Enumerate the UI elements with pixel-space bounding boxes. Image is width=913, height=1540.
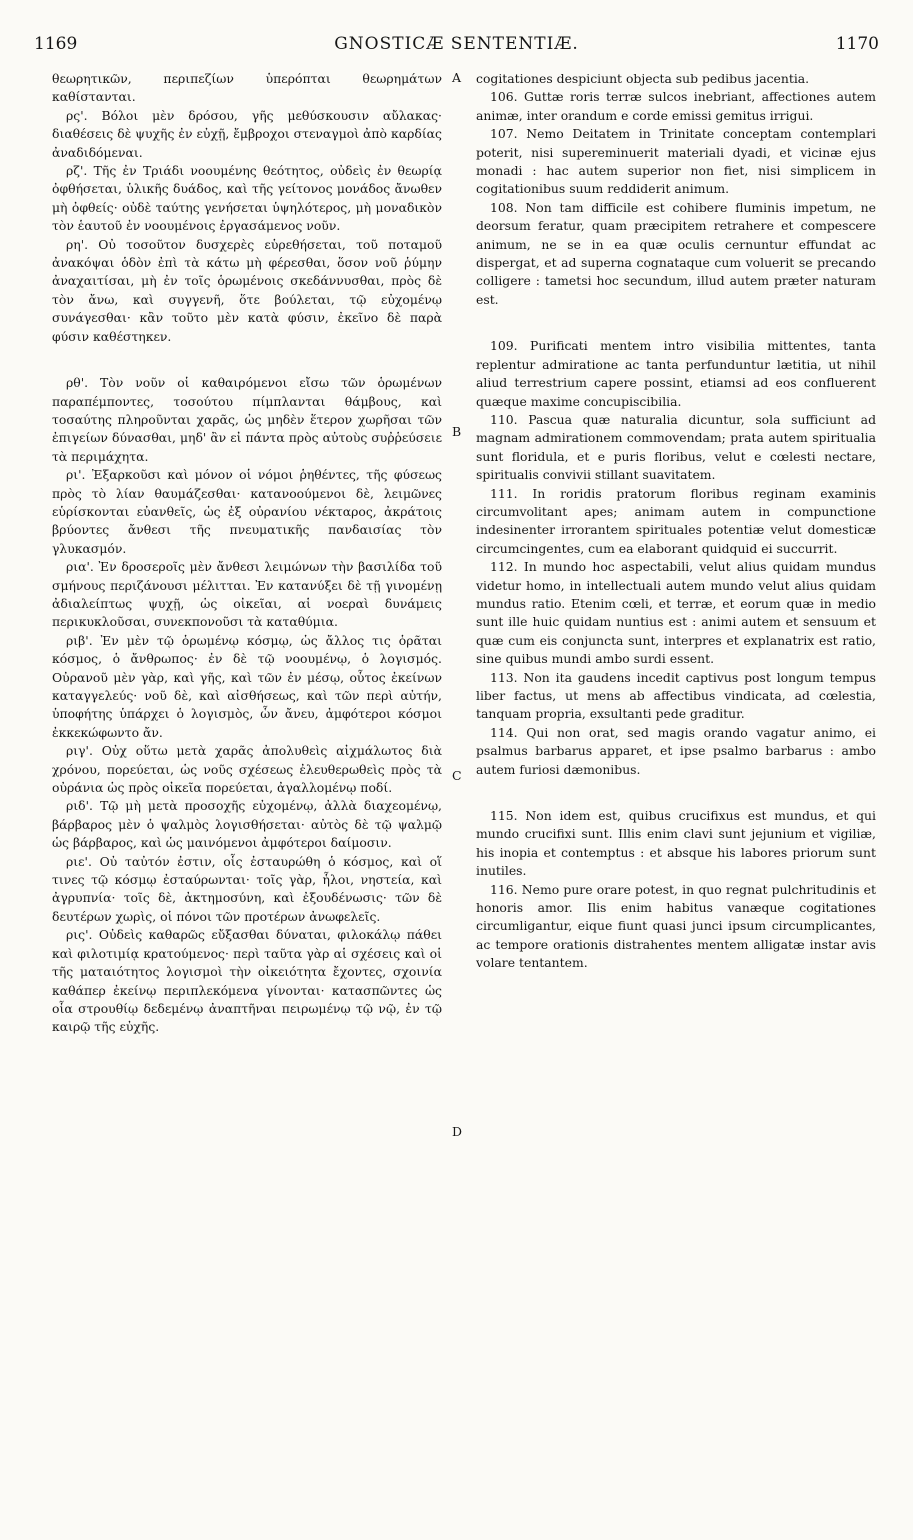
latin-paragraph: 106. Guttæ roris terræ sulcos inebriant, affectiones autem animæ, inter orandum e corde emissi gemitus irrigui.: [476, 89, 876, 123]
section-marker-a: A: [452, 70, 462, 85]
latin-column: [476, 70, 876, 973]
greek-paragraph: ριγ'. Οὐχ οὕτω μετὰ χαρᾶς ἀπολυθεὶς αἰχμάλωτος διὰ χρόνου, πορεύεται, ὡς νοῦς σχέσεως ἐλευθερωθεὶς πρὸς τὰ οὐράνια ὡς πρὸς οἰκεῖα πορεύεται, ἀγαλλομένῳ ποδί.: [52, 743, 442, 796]
page-number-right: 1170: [835, 34, 879, 54]
page-number-left: 1169: [34, 34, 78, 54]
latin-paragraph: 114. Qui non orat, sed magis orando vagatur animo, ei psalmus barbarus apparet, et ipse psalmo barbarus : ambo autem furiosi dæmonibus.: [476, 724, 876, 777]
greek-paragraph: ρι'. Ἐξαρκοῦσι καὶ μόνον οἱ νόμοι ῥηθέντες, τῆς φύσεως πρὸς τὸ λίαν θαυμάζεσθαι· κατανοούμενοι δὲ, λειμῶνες εὑρίσκονται εὐανθεῖς, ὡς ἐξ οὐρανίου νέκταρος, ἀκράτοις βρύοντες ἄνθεσι τῆς πνευματικῆς πανδαισίας τὸν γλυκασμόν.: [52, 467, 442, 556]
greek-paragraph: ρις'. Οὐδεὶς καθαρῶς εὔξασθαι δύναται, φιλοκάλῳ πάθει καὶ φιλοτιμίᾳ κρατούμενος· περὶ ταῦτα γὰρ αἱ σχέσεις καὶ οἱ τῆς ματαιότητος λογισμοὶ τὴν οἰκειότητα ἔχοντες, σχοινία καθάπερ ἐκείνῳ περιπλεκόμενα γίνονται· κατασπῶντες ὡς οἷα στρουθίῳ δεδεμένῳ ἀναπτῆναι πειρωμένῳ τῷ νῷ, ἐν τῷ καιρῷ τῆς εὐχῆς.: [52, 927, 442, 1035]
greek-paragraph: ρθ'. Τὸν νοῦν οἱ καθαιρόμενοι εἴσω τῶν ὁρωμένων παραπέμποντες, τοσούτου πίμπλανται θάμβους, καὶ τοσαύτης πληροῦνται χαρᾶς, ὡς μηδὲν ἕτερον χωρῆσαι τῶν ἐπιγείων δύνασθαι, μηδ' ἂν εἰ πάντα πρὸς αὐτοὺς συῤῥεύσειε τὰ περιμάχητα.: [52, 375, 442, 464]
page-header: [34, 34, 879, 60]
latin-paragraph: 108. Non tam difficile est cohibere fluminis impetum, ne deorsum feratur, quam præcipitem retrahere et compescere animum, ne se in ea quæ oculis cernuntur effundat ac dispergat, et ad superna cognataque cum voluerit se precando colligere : tametsi hoc secundum, illud autem præter naturam est.: [476, 199, 876, 307]
greek-paragraph: θεωρητικῶν, περιπεζίων ὑπερόπται θεωρημάτων καθίστανται.: [52, 71, 442, 105]
latin-paragraph: 116. Nemo pure orare potest, in quo regnat pulchritudinis et honoris amor. Ilis enim habitus vanæque cogitationes circumligantur, eique fiunt quasi junci ipsum circumplicantes, ac tempore orationis distrahentes mentem alligatæ instar avis volare tentantem.: [476, 881, 876, 971]
greek-paragraph: ρη'. Οὐ τοσοῦτον δυσχερὲς εὑρεθήσεται, τοῦ ποταμοῦ ἀνακόψαι ὁδὸν ἐπὶ τὰ κάτω μὴ φέρεσθαι, ὅσον νοῦ ῥύμην ἀναχαιτίσαι, μὴ ἐν τοῖς ὁρωμένοις σκεδάννυσθαι, πρὸς δὲ τὸν ἄνω, καὶ συγγενῆ, ὅτε βούλεται, τῷ εὐχομένῳ συνάγεσθαι· κἂν τοῦτο μὲν κατὰ φύσιν, ἐκεῖνο δὲ παρὰ φύσιν καθέστηκεν.: [52, 236, 442, 344]
latin-paragraph: 110. Pascua quæ naturalia dicuntur, sola sufficiunt ad magnam admirationem commovendam; prata autem spiritualia sunt floridula, et e puris floribus, velut e cœlesti nectare, spiritualis convivii stillant suavitatem.: [476, 411, 876, 483]
latin-paragraph: 111. In roridis pratorum floribus reginam examinis circumvolitant apes; animam autem in compunctione indesinenter irrorantem spirituales potentiæ velut domesticæ circumcingentes, cum ea elaborant quidquid ei succurrit.: [476, 485, 876, 556]
running-title: GNOSTICÆ SENTENTIÆ.: [334, 34, 579, 54]
greek-paragraph: ρζ'. Τῆς ἐν Τριάδι νοουμένης θεότητος, οὐδεὶς ἐν θεωρίᾳ ὀφθήσεται, ὑλικῆς δυάδος, καὶ τῆς γείτονος μονάδος ἄνωθεν μὴ ὀφθείς· οὐδὲ ταύτης γενήσεται ὑψηλότερος, μὴ μοναδικὸν τὸν ἑαυτοῦ ἐν νοουμένοις ἐργασάμενος νοῦν.: [52, 163, 442, 234]
greek-paragraph: ρς'. Βόλοι μὲν δρόσου, γῆς μεθύσκουσιν αὔλακας· διαθέσεις δὲ ψυχῆς ἐν εὐχῇ, ἔμβροχοι στεναγμοὶ ἀπὸ καρδίας ἀναδιδόμεναι.: [52, 107, 442, 160]
greek-paragraph: ριβ'. Ἐν μὲν τῷ ὁρωμένῳ κόσμῳ, ὡς ἄλλος τις ὁρᾶται κόσμος, ὁ ἄνθρωπος· ἐν δὲ τῷ νοουμένῳ, ὁ λογισμός. Οὐρανοῦ μὲν γὰρ, καὶ γῆς, καὶ τῶν ἐν μέσῳ, οὗτος ἐκείνων καταγγελεύς· νοῦ δὲ, καὶ αἰσθήσεως, καὶ τῶν περὶ αὐτήν, ὑποφήτης ὑπάρχει ὁ λογισμὸς, ὧν ἄνευ, ἀμφότεροι κόσμοι ἐκκεκώφωντο ἄν.: [52, 632, 442, 740]
latin-paragraph: 115. Non idem est, quibus crucifixus est mundus, et qui mundo crucifixi sunt. Illis enim clavi sunt jejunium et vigiliæ, his inopia et contemptus : et absque his labores priorum sunt inutiles.: [476, 808, 876, 879]
greek-paragraph: ριε'. Οὐ ταὐτόν ἐστιν, οἷς ἐσταυρώθη ὁ κόσμος, καὶ οἵ τινες τῷ κόσμῳ ἐσταύρωνται· τοῖς γὰρ, ἧλοι, νηστεία, καὶ ἀγρυπνία· τοῖς δὲ, ἀκτημοσύνη, καὶ ἐξουδένωσις· τῶν δὲ δευτέρων χωρὶς, οἱ πόνοι τῶν προτέρων ἀνωφελεῖς.: [52, 853, 442, 924]
latin-paragraph: 107. Nemo Deitatem in Trinitate conceptam contemplari poterit, nisi supereminuerit materiali dyadi, et vicinæ ejus monadi : hac autem superior non fiet, nisi simplicem in cogitationibus suum reddiderit animum.: [476, 126, 876, 197]
latin-paragraph: cogitationes despiciunt objecta sub pedibus jacentia.: [476, 71, 810, 86]
greek-paragraph: ρια'. Ἐν δροσεροῖς μὲν ἄνθεσι λειμώνων τὴν βασιλίδα τοῦ σμήνους περιζάνουσι μέλιτται. Ἐν κατανύξει δὲ τῇ γινομένῃ ἀδιαλείπτως ψυχῇ, ὡς οἰκεῖαι, αἱ νοεραὶ δυνάμεις περικυκλοῦσαι, συνεκπονοῦσι τὰ καταθύμια.: [52, 559, 442, 630]
latin-paragraph: 113. Non ita gaudens incedit captivus post longum tempus liber factus, ut mens ab affectibus vindicata, ad cœlestia, tanquam propria, exsultanti pede graditur.: [476, 669, 876, 722]
latin-paragraph: 112. In mundo hoc aspectabili, velut alius quidam mundus videtur homo, in intellectuali autem mundo velut alius quidam mundus ratio. Etenim cœli, et terræ, et eorum quæ in medio sunt ille huic quidam nuntius est : animi autem et sensuum et quæ cum eis conjuncta sunt, interpres et explanatrix est ratio, sine quibus mundi ambo surdi essent.: [476, 559, 876, 667]
greek-column: [52, 70, 442, 1037]
greek-paragraph: ριδ'. Τῷ μὴ μετὰ προσοχῆς εὐχομένῳ, ἀλλὰ διαχεομένῳ, βάρβαρος μὲν ὁ ψαλμὸς λογισθήσεται· αὐτὸς δὲ τῷ ψαλμῷ ὡς βάρβαρος, καὶ ὡς μαινόμενοι ἀμφότεροι δαίμοσιν.: [52, 798, 442, 851]
latin-paragraph: 109. Purificati mentem intro visibilia mittentes, tanta replentur admiratione ac tanta perfunduntur lætitia, ut nihil aliud terrestrium capere possint, etiamsi ad eos confluerent quæque maxime concupiscibilia.: [476, 338, 876, 409]
section-marker-b: B: [452, 424, 462, 439]
section-marker-d: D: [452, 1124, 463, 1139]
section-marker-c: C: [452, 768, 462, 783]
